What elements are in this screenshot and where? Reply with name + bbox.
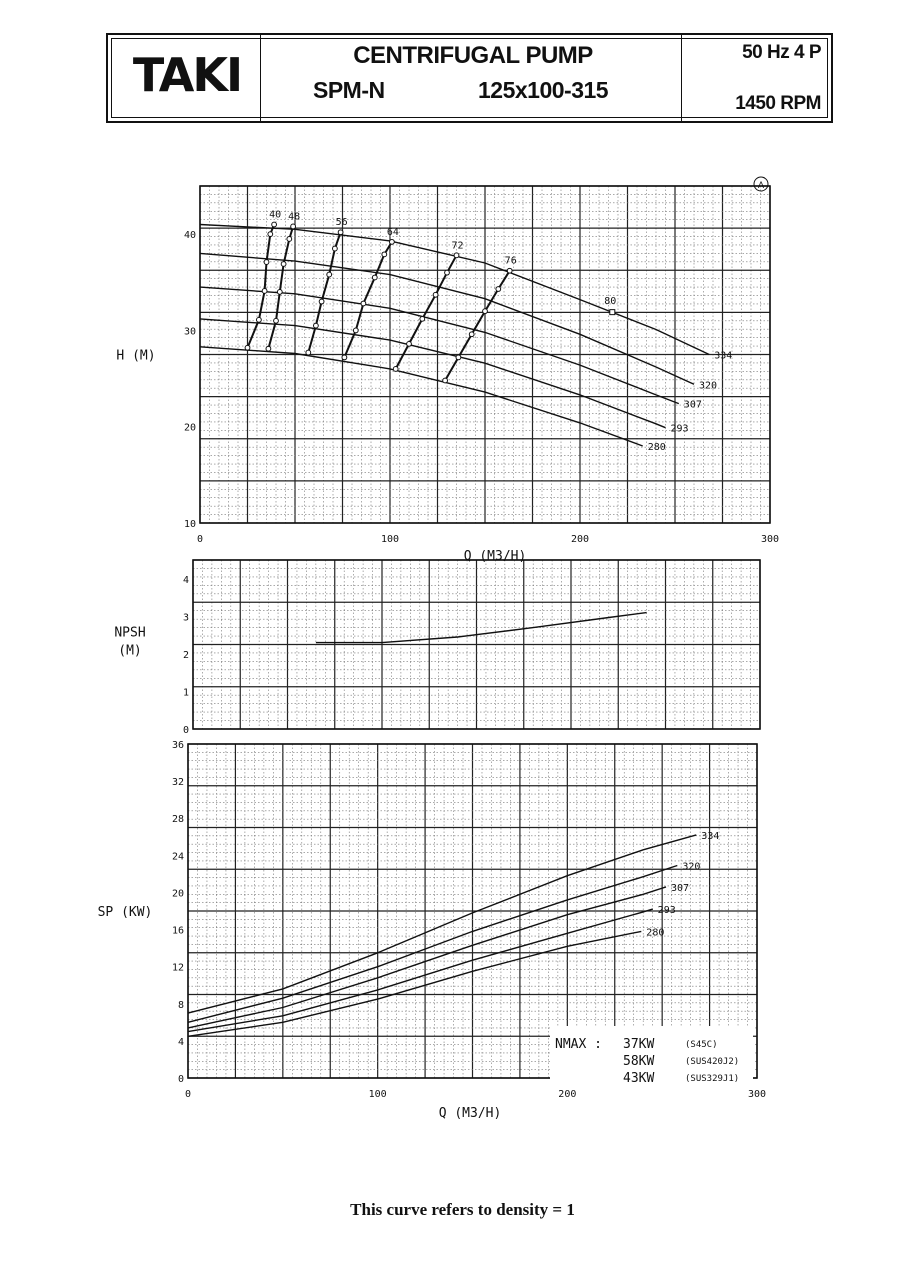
y-tick-label: 28	[171, 814, 184, 826]
series-label-320: 320	[699, 380, 718, 392]
pump-model: SPM-N	[313, 77, 385, 103]
efficiency-curve-64	[344, 242, 392, 358]
chart-grid-1	[193, 560, 760, 729]
y-tick-label: 8	[177, 999, 184, 1011]
efficiency-point	[382, 252, 387, 257]
efficiency-point	[333, 246, 338, 251]
efficiency-point	[306, 350, 311, 355]
x-tick-label: 200	[558, 1089, 577, 1100]
efficiency-point	[456, 355, 461, 360]
efficiency-label-48: 48	[288, 211, 301, 223]
document-title: CENTRIFUGAL PUMP	[353, 42, 593, 69]
efficiency-point	[469, 332, 474, 337]
series-label-280: 280	[647, 441, 666, 453]
efficiency-point	[361, 301, 366, 306]
y-tick-label: 0	[182, 725, 189, 736]
x-tick-label: 300	[760, 534, 780, 545]
series-line-320	[188, 866, 677, 1023]
series-line-293	[200, 319, 666, 428]
y-tick-label: 20	[183, 422, 196, 434]
y-tick-label: 4	[182, 574, 189, 586]
y-axis-label-0: H (M)	[116, 348, 156, 364]
series-label-320: 320	[682, 861, 701, 873]
corner-mark-letter: A	[757, 180, 765, 190]
y-tick-label: 36	[171, 740, 184, 751]
density-footnote: This curve refers to density = 1	[350, 1200, 575, 1219]
efficiency-point	[266, 346, 271, 351]
efficiency-point	[257, 317, 262, 322]
efficiency-point	[274, 318, 279, 323]
efficiency-point	[264, 260, 269, 265]
rotation-speed: 1450 RPM	[735, 93, 821, 114]
efficiency-point	[314, 323, 319, 328]
y-tick-label: 2	[182, 649, 189, 661]
efficiency-marker	[610, 310, 615, 315]
y-tick-label: 1	[182, 687, 189, 699]
efficiency-point	[454, 253, 459, 258]
y-axis-label-unit-1: (M)	[118, 643, 142, 659]
y-tick-label: 30	[183, 326, 196, 338]
efficiency-label-56: 56	[335, 217, 348, 229]
y-tick-label: 16	[171, 925, 184, 937]
series-line-307	[188, 887, 666, 1028]
efficiency-point	[390, 239, 395, 244]
frequency-poles: 50 Hz 4 P	[742, 42, 821, 63]
nmax-material: (SUS420J2)	[685, 1057, 740, 1067]
y-tick-label: 20	[171, 888, 184, 900]
y-tick-label: 10	[183, 519, 196, 530]
pump-size: 125x100-315	[478, 77, 609, 103]
efficiency-point	[277, 290, 282, 295]
efficiency-point	[445, 270, 450, 275]
efficiency-point	[327, 272, 332, 277]
y-tick-label: 4	[177, 1036, 184, 1048]
efficiency-point	[496, 287, 501, 292]
efficiency-marker-label: 80	[604, 296, 617, 308]
y-tick-label: 32	[171, 777, 184, 789]
nmax-material: (SUS329J1)	[685, 1074, 740, 1084]
efficiency-point	[433, 292, 438, 297]
y-tick-label: 12	[171, 962, 184, 974]
chart-grid-0	[200, 186, 770, 523]
efficiency-point	[262, 289, 267, 294]
series-label-307: 307	[670, 882, 690, 894]
series-label-293: 293	[670, 423, 689, 435]
efficiency-point	[338, 230, 343, 235]
nmax-value: 43KW	[623, 1071, 655, 1086]
nmax-value: 58KW	[623, 1054, 655, 1069]
series-label-280: 280	[646, 927, 665, 939]
efficiency-point	[407, 342, 412, 347]
efficiency-point	[393, 367, 398, 372]
x-axis-label-2: Q (M3/H)	[438, 1106, 502, 1121]
efficiency-point	[272, 222, 277, 227]
y-tick-label: 40	[183, 230, 196, 242]
efficiency-point	[353, 328, 358, 333]
efficiency-point	[319, 299, 324, 304]
efficiency-point	[443, 378, 448, 383]
y-axis-label-1: NPSH	[114, 625, 146, 641]
y-tick-label: 3	[182, 612, 189, 624]
series-line-334	[188, 835, 696, 1013]
efficiency-point	[291, 224, 296, 229]
x-tick-label: 0	[184, 1089, 192, 1100]
efficiency-label-76: 76	[504, 255, 517, 267]
efficiency-point	[420, 316, 425, 321]
efficiency-point	[287, 237, 292, 242]
x-axis-label-head: Q (M3/H)	[463, 549, 527, 564]
efficiency-label-64: 64	[386, 226, 399, 238]
y-tick-label: 24	[171, 851, 184, 863]
efficiency-point	[372, 275, 377, 280]
nmax-material: (S45C)	[685, 1040, 718, 1050]
efficiency-label-40: 40	[269, 209, 282, 221]
series-label-293: 293	[657, 905, 676, 917]
efficiency-point	[507, 268, 512, 273]
efficiency-point	[268, 232, 273, 237]
x-tick-label: 200	[570, 534, 590, 545]
y-tick-label: 0	[177, 1074, 184, 1085]
x-tick-label: 100	[368, 1089, 387, 1100]
efficiency-label-72: 72	[451, 240, 464, 252]
series-label-334: 334	[701, 830, 720, 842]
efficiency-point	[245, 345, 250, 350]
nmax-value: 37KW	[623, 1037, 655, 1052]
series-label-334: 334	[714, 350, 733, 362]
brand-logo: TAKI	[132, 48, 242, 102]
series-label-307: 307	[683, 399, 702, 411]
x-tick-label: 0	[196, 534, 204, 545]
y-axis-label-2: SP (KW)	[97, 905, 153, 920]
efficiency-point	[281, 262, 286, 267]
efficiency-point	[342, 355, 347, 360]
x-tick-label: 300	[747, 1089, 767, 1100]
nmax-label: NMAX :	[555, 1037, 602, 1052]
x-tick-label: 100	[380, 534, 400, 545]
efficiency-point	[483, 309, 488, 314]
